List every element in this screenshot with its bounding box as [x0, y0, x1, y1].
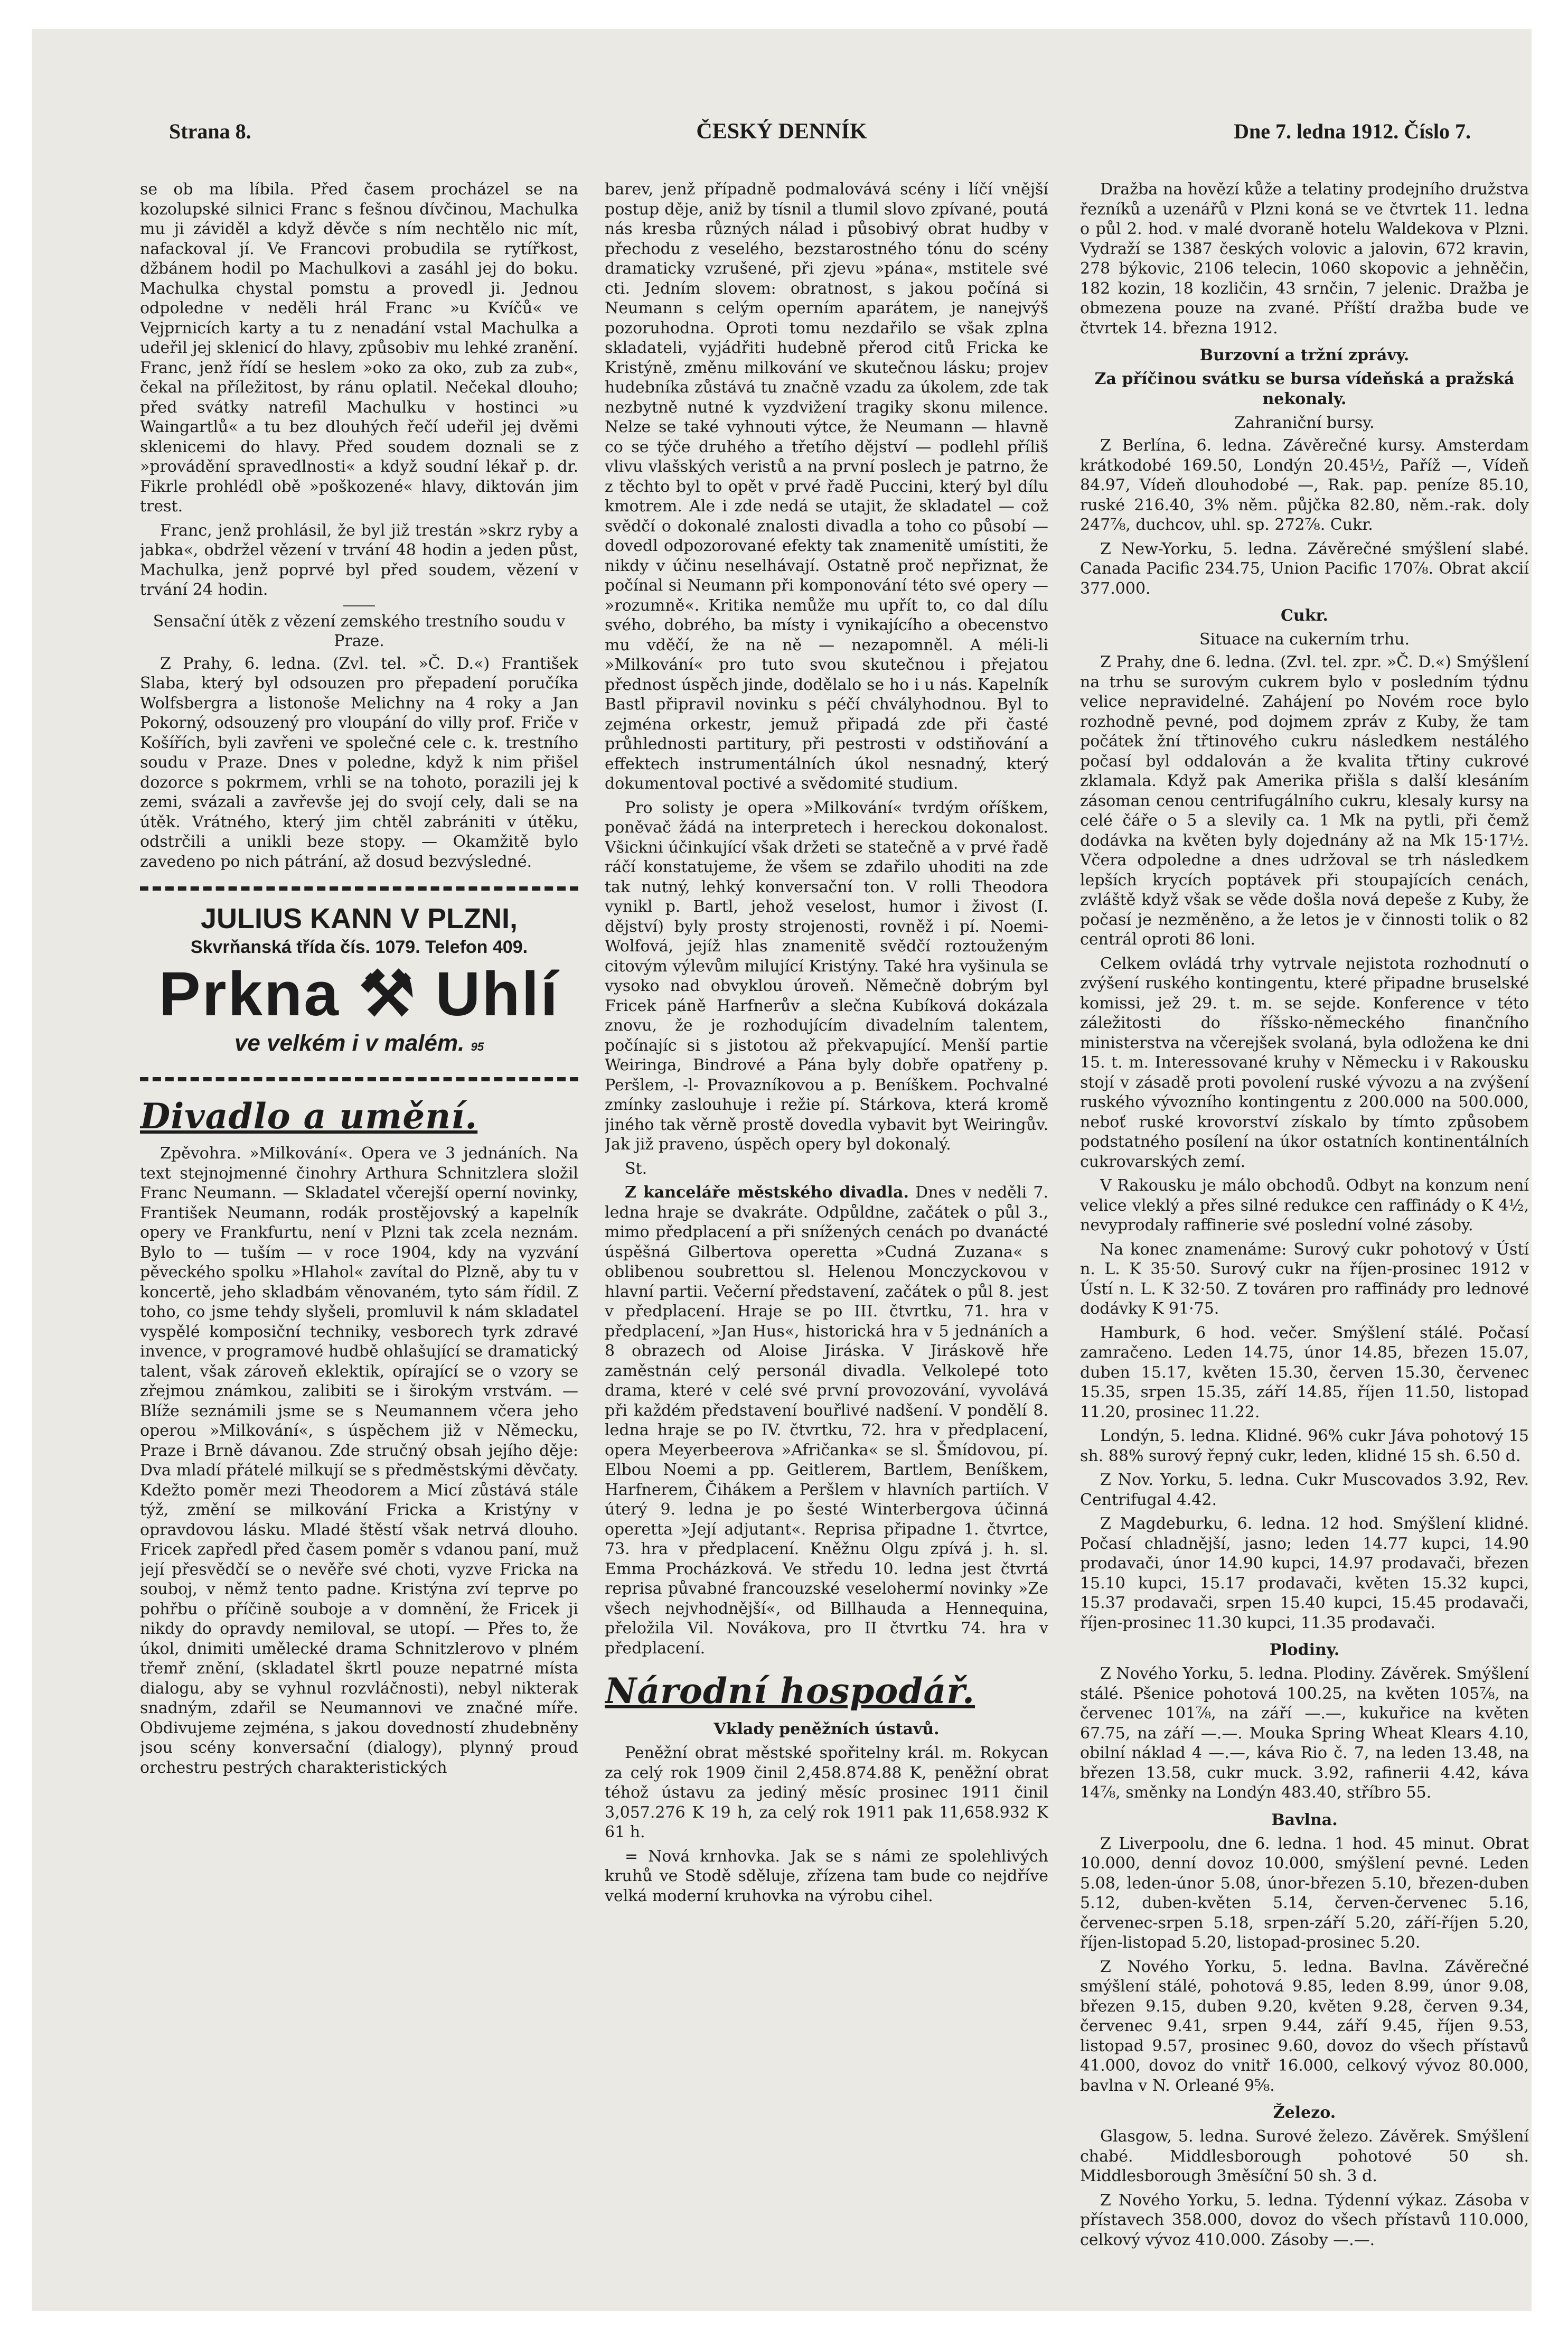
article-text: Pro solisty je opera »Milkování« tvrdým oříškem, poněvač žádá na interpretech i hereckou dokonalost. Všickni účinkující však držeti se statečně a v prvé řadě ráčí konstatujeme, že všem se zdařilo uhoditi na zde tak nutný, lehký konversační ton. V rolli Theodora vynikl p. Bartl, jehož veselost, humor i živost (I. dějství) byly prosty strojenosti, rovněž i pí. Noemi-Wolfová, jejíž hlas znamenitě svědčí roztouženým citovým výlevům milující Kristýny. Také hra vyšinula se vysoko nad obvyklou úroveň. Němečně dobrým byl Fricek páně Harfnerův a slečna Kubíková dokázala znovu, že je rozhodujícím divadelním talentem, počínajíc si s jistotou až překvapující. Menší partie Weiringa, Bindrové a Pána byly dobře opatřeny p. Peršlem, -l- Provazníkovou a p. Beníškem. Pochvalné zmínky zaslouhuje i režie pí. Stárkova, která kromě jiného tak věrně prostě dovedla vybavit byt Weiringův. Jak již praveno, úspěch opery byl dokonalý.	[605, 798, 1048, 1154]
article-heading: Z kanceláře městského divadla.	[625, 1183, 909, 1202]
divider	[343, 605, 375, 606]
article-text: Za příčinou svátku se bursa vídeňská a pražská nekonaly.	[1094, 370, 1515, 408]
article-text: Franc, jenž prohlásil, že byl již trestán »skrz ryby a jabka«, obdržel vězení v trvání 48 hodin a jeden půst, Machulka, jenž poprvé byl před soudem, vězení v trvání 24 hodin.	[140, 521, 578, 599]
article-heading: Cukr.	[1281, 606, 1328, 625]
article-text: Hamburk, 6 hod. večer. Smýšlení stálé. Počasí zamračeno. Leden 14.75, únor 14.85, březen 15.07, duben 15.17, květen 15.30, červen 15.30, červenec 15.35, srpen 15.35, září 14.85, říjen 11.50, listopad 11.20, prosinec 11.22.	[1080, 1323, 1529, 1421]
article-text: Z Liverpoolu, dne 6. ledna. 1 hod. 45 minut. Obrat 10.000, denní dovoz 10.000, smýšlení pevné. Leden 5.08, leden-únor 5.08, únor-březen 5.10, březen-duben 5.12, duben-květen 5.14, červen-červenec 5.16, červenec-srpen 5.18, srpen-září 5.20, září-říjen 5.20, říjen-listopad 5.20, listopad-prosinec 5.20.	[1080, 1834, 1529, 1952]
column-1	[140, 180, 578, 1782]
ad-address: Skvrňanská třída čís. 1079. Telefon 409.	[190, 937, 528, 957]
article-text: Dražba na hovězí kůže a telatiny prodejního družstva řezníků a uzenářů v Plzni koná se ve čtvrtek 11. ledna o půl 2. hod. v malé dvoraně hotelu Waldekova v Plzni. Vydraží se 1387 českých volovic a jalovin, 672 kravin, 278 býkovic, 2106 telecin, 1060 skopovic a jehněčin, 182 kozin, 18 kozličin, 43 srnčin, 7 jelenic. Dražba je obmezena pouze na zvané. Příští dražba bude ve čtvrtek 14. března 1912.	[1080, 180, 1529, 338]
article-heading: Burzovní a tržní zprávy.	[1199, 346, 1410, 364]
article-text: se ob ma líbila. Před časem procházel se na kozolupské silnici Franc s fešnou dívčinou, Machulka mu ji záviděl a když děvče s ním nechtělo nic mít, nafackoval jí. Ve Francovi probudila se rytířkost, džbánem hodil po Machulkovi a zasáhl jej do boku. Machulka chystal pomstu a provedl ji. Jednou odpoledne v neděli hrál Franc »u Kvíčů« ve Vejprnicích karty a tu z nenadání vstal Machulka a udeřil jej sklenicí do hlavy, způsobiv mu lehké zranění. Franc, jenž řídí se heslem »oko za oko, zub za zub«, čekal na příležitost, by ránu oplatil. Nečekal dlouho; před svátky natrefil Machulku v hostinci »u Waingartlů« a tu bez dlouhých řečí udeřil jej dvěmi sklenicemi do hlavy. Před soudem doznali se z »provádění spravedlnosti« a když soudní lékař p. dr. Fikrle prohlédl obě »poškozené« hlavy, diktován jim trest.	[140, 180, 578, 516]
article-text: Z Nového Yorku, 5. ledna. Plodiny. Závěrek. Smýšlení stálé. Pšenice pohotová 100.25, na květen 105⅞, na červenec 101⅞, na září —.—, kukuřice na květen 67.75, na září —.—. Mouka Spring Wheat Klears 4.10, obilní náklad 4 —.—, káva Rio č. 7, na leden 13.48, na březen 13.58, cukr muck. 3.92, rafinerii 4.42, káva 14⅞, směnky na Londýn 483.40, stříbro 55.	[1080, 1664, 1529, 1802]
article-text: = Nová krnhovka. Jak se s námi ze spolehlivých kruhů ve Stodě sděluje, zřízena tam bude co nejdříve velká moderní kruhovka na výrobu cihel.	[605, 1847, 1048, 1905]
article-text: Z Prahy, dne 6. ledna. (Zvl. tel. zpr. »Č. D.«) Smýšlení na trhu se surovým cukrem bylo v posledním týdnu velice nepravidelné. Zahájení po Novém roce bylo rozhodně pevné, pod dojmem zpráv z Kuby, že tam počátek žní třtinového cukru následkem nestálého počasí byl oddalován a že kvalita třtiny cukrové zklamala. Když pak Amerika přišla s další klesáním zásoman cenou centrifugálního cukru, klesaly kursy na celé čáře o 5 a slevily ca. 1 Mk na pytli, při čemž dodávka na květen byly dojednány až na Mk 15·17½. Včera odpoledne a dnes udržoval se trh následkem lepších krycích poptávek při stoupajících cenách, zvláště když však se věde došla nová depeše z Kuby, že počasí je nezměněno, a že letos je v činnosti tolik o 82 centrál oproti 86 loni.	[1080, 653, 1529, 949]
article-text: Z Nového Yorku, 5. ledna. Týdenní výkaz. Zásoba v přístavech 358.000, dovoz do všech přístavů 110.000, celkový vývoz 410.000. Zásoby —.—.	[1080, 2191, 1529, 2249]
ad-tagline: ve velkém i v malém.	[234, 1030, 465, 1056]
article-heading: Železo.	[1273, 2103, 1336, 2122]
article-text: Peněžní obrat městské spořitelny král. m. Rokycan za celý rok 1909 činil 2,458.874.88 K, peněžní obrat téhož ústavu za jediný měsíc prosinec 1911 činil 3,057.276 K 19 h, za celý rok 1911 pak 11,658.932 K 61 h.	[605, 1744, 1048, 1841]
masthead-title: ČESKÝ DENNÍK	[696, 119, 867, 144]
ad-products: Prkna ⚒ Uhlí	[158, 959, 560, 1029]
section-title-theatre: Divadlo a umění.	[140, 1096, 478, 1137]
article-heading: Vklady peněžních ústavů.	[713, 1720, 940, 1738]
article-text: Z Nového Yorku, 5. ledna. Bavlna. Závěrečné smýšlení stálé, pohotová 9.85, leden 8.99, únor 9.08, březen 9.15, duben 9.20, květen 9.28, červen 9.34, červenec 9.41, srpen 9.44, září 9.45, říjen 9.53, listopad 9.57, prosinec 9.60, dovoz do všech přístavů 41.000, dovoz do vnitř 16.000, celkový vývoz 80.000, bavlna v N. Orleané 9⅝.	[1080, 1957, 1529, 2095]
article-heading: Sensační útěk z vězení zemského trestního soudu v Praze.	[153, 612, 566, 650]
ad-company: JULIUS KANN V PLZNI,	[200, 903, 518, 934]
article-text: Dnes v neděli 7. ledna hraje se dvakráte. Odpůldne, začátek o půl 3., mimo předplacení a při snížených cenách po dvanácté úspěšná Gilbertova operetta »Cudná Zuzana« s oblibenou soubrettou sl. Helenou Monczyckovou v hlavní partii. Večerní představení, začátek o půl 8. jest v předplacení. Hraje se po III. čtvrtku, 71. hra v předplacení, »Jan Hus«, historická hra v 5 jednáních a 8 obrazech od Aloise Jiráska. V Jiráskově hře zaměstnán celý personál divadla. Velkolepé toto drama, které v celé své první provozování, vyvolává při každém představení bouřlivé nadšení. V pondělí 8. ledna hraje se po IV. čtvrtku, 72. hra v předplacení, opera Meyerbeerova »Afričanka« se sl. Šmídovou, pí. Elbou Noemi a pp. Geitlerem, Bartlem, Beníškem, Harfnerem, Čihákem a Peršlem v hlavních partiích. V úterý 9. ledna je po šesté Winterbergova účinná operetta »Její adjutant«. Reprisa připadne 1. čtvrtce, 73. hra v předplacení. Kněžnu Olgu zpívá j. h. sl. Emma Procházková. Ve středu 10. ledna jest čtvrtá reprisa půvabné francouzské veselohermí novinky »Ze všech nejvhodnější«, od Billhauda a Hennequina, přeložila Vil. Novákova, pro II čtvrtku 74. hra v předplacení.	[605, 1183, 1048, 1658]
page-number: Strana 8.	[169, 119, 251, 143]
ad-ref-number: 95	[471, 1040, 484, 1053]
article-heading: Zahraniční bursy.	[1234, 414, 1375, 432]
issue-date: Dne 7. ledna 1912. Číslo 7.	[1234, 119, 1471, 143]
article-text: Z Prahy, 6. ledna. (Zvl. tel. »Č. D.«) František Slaba, který byl odsouzen pro přepadení poručíka Wolfsbergra a listonoše Melichny na 4 roky a Jan Pokorný, odsouzený pro vloupání do villy prof. Friče v Košířích, byli zavřeni ve společné cele c. k. trestního soudu v Praze. Dnes v poledne, když k nim přišel dozorce s pokrmem, vrhli se na tohoto, porazili jej k zemi, svázali a zavřevše jej do svojí cely, dali se na útěk. Vrátného, který jim chtěl zabrániti v útěku, odstrčili a unikli beze stopy. — Okamžitě bylo zavedeno po nich pátrání, až dosud bezvýsledné.	[140, 654, 578, 871]
article-text: Z Nov. Yorku, 5. ledna. Cukr Muscovados 3.92, Rev. Centrifugal 4.42.	[1080, 1471, 1529, 1509]
article-text: Z New-Yorku, 5. ledna. Závěrečné smýšlení slabé. Canada Pacific 234.75, Union Pacific 170⅞. Obrat akcií 377.000.	[1080, 539, 1529, 598]
article-heading: Bavlna.	[1271, 1810, 1338, 1829]
article-text: Londýn, 5. ledna. Klidné. 96% cukr Jáva pohotový 15 sh. 88% surový řepný cukr, leden, klidné 15 sh. 6.50 d.	[1080, 1427, 1529, 1465]
article-text: V Rakousku je málo obchodů. Odbyt na konzum není velice vleklý a přes silné redukce cen raffinády o K 4½, nevyprodaly raffinerie své poslední volné zásoby.	[1080, 1176, 1529, 1235]
article-text: Glasgow, 5. ledna. Surové železo. Závěrek. Smýšlení chabé. Middlesborough pohotové 50 sh. Middlesborough 3měsíční 50 sh. 3 d.	[1080, 2127, 1529, 2185]
newspaper-page	[32, 29, 1532, 2311]
advertisement-kann	[140, 886, 578, 1081]
article-text: Z Magdeburku, 6. ledna. 12 hod. Smýšlení klidné. Počasí chladnější, jasno; leden 14.77 kupci, 14.90 prodavači, únor 14.90 kupci, 14.97 prodavači, březen 15.10 kupci, 15.17 prodavači, květen 15.32 kupci, 15.37 prodavači, srpen 15.40 kupci, 15.45 prodavači, říjen-prosinec 11.30 kupci, 11.35 prodavači.	[1080, 1514, 1529, 1632]
article-text: Na konec znamenáme: Surový cukr pohotový v Ústí n. L. K 35·50. Surový cukr na říjen-prosinec 1912 v Ústí n. L. K 32·50. Z továren pro raffinády pro lednové dodávky K 91·75.	[1080, 1240, 1529, 1318]
section-title-economy: Národní hospodář.	[605, 1670, 975, 1712]
author-signature: St.	[625, 1159, 647, 1178]
article-heading: Situace na cukerním trhu.	[1199, 630, 1410, 649]
column-2	[605, 180, 1048, 1910]
article-heading: Plodiny.	[1269, 1641, 1340, 1659]
column-3	[1080, 180, 1529, 2254]
article-text: Z Berlína, 6. ledna. Závěrečné kursy. Amsterdam krátkodobé 169.50, Londýn 20.45½, Paříž —, Vídeň 84.97, Vídeň dlouhodobé —, Rak. pap. peníze 85.10, ruské 216.40, 3% něm. půjčka 82.80, něm.-rak. doly 247⅞, duchcov, uhl. sp. 272⅞. Cukr.	[1080, 436, 1529, 534]
article-text: Zpěvohra. »Milkování«. Opera ve 3 jednáních. Na text stejnojmenné činohry Arthura Schnitzlera složil Franc Neumann. — Skladatel včerejší operní novinky, František Neumann, rodák prostějovský a kapelník opery ve Frankfurtu, není v Plzni tak zcela neznám. Bylo to — tuším — v roce 1904, kdy na vyzvání pěveckého spolku »Hlahol« zavítal do Plzně, aby tu v koncertě, jeho skladbám věnovaném, tyto sám řídil. Z toho, co jsme tehdy slyšeli, promluvil k nám skladatel vyspělé komposiční techniky, vesborech tyrk zdravé invence, v programové hudbě ohlašující se dramatický talent, však zároveň eklektik, opírající se o vzory se zřejmou známkou, zalibiti se i širokým vrstvám. — Blíže seznámili jsme se s Neumannem včera jeho operou »Milkování«, s úspěchem již v Německu, Praze i Brně dávanou. Zde stručný obsah jejího děje: Dva mladí přátelé milkují se s předměstskými děvčaty. Kdežto poměr mezi Theodorem a Micí zůstává stále týž, změní se milkování Fricka a Kristýny v opravdovou lásku. Mladé štěstí však netrvá dlouho. Fricek zapředl před časem poměr s vdanou paní, muž její přesvědčí se o nevěře své choti, vyzve Fricka na souboj, v němž tento padne. Kristýna zví teprve po pohřbu o příčině souboje a v domnění, že Fricek ji nikdy do opravdy nemiloval, se utopí. — Přes to, že úkol, dnimiti umělecké drama Schnitzlerovo v plném třemř znění, (skladatel škrtl pouze nepatrné místa dialogu, aby se vyhnul rozvláčnosti), nebyl nikterak snadným, zdařil se Neumannovi ve značné míře. Obdivujeme zejména, s jakou dovedností zhudebněny jsou scény konversační (dialogy), plynný proud orchestru pestrých charakteristických	[140, 1144, 578, 1777]
article-text: Celkem ovládá trhy vytrvale nejistota rozhodnutí o zvýšení ruského kontingentu, které připadne bruselské komissi, jež 29. t. m. se sejde. Konference v této záležitosti do říšsko-německého finančního ministerstva na včerejšek svolaná, byla odložena ke dni 15. t. m. Interessované kruhy v Německu i v Rakousku stojí v zásadě proti povolení ruské vývozu a na zvýšení ruského vývozního kontingentu z 200.000 na 500.000, neboť ruské krovorství získalo by tímto způsobem podstatného posílení na úkor ostatních kontinentálních cukrovarských zemí.	[1080, 954, 1529, 1171]
article-text: barev, jenž případně podmalovává scény i líčí vnější postup děje, aniž by tísnil a tlumil slovo zpívané, poutá nás kresba různých nálad i působivý obrat hudby v přechodu z veselého, bezstarostného tónu do scény dramaticky vzrušené, při zjevu »pána«, mstitele své cti. Jedním slovem: obratnost, s jakou počíná si Neumann s celým operním aparátem, je nanejvýš pozoruhodna. Oproti tomu nezdařilo se však zplna skladateli, vyjádřiti hudebně přerod citů Fricka ke Kristýně, změnu milkování ve skutečnou lásku; projev hudebníka zůstává tu značně vzadu za úkolem, zde tak nezbytně nutné k vyzdvižení tragiky skonu milence. Nelze se také vyhnouti výtce, že Neumann — hlavně co se týče druhého a třetího dějství — podlehl příliš vlivu vlašských veristů a na první poslech je patrno, že z těchto byl to opět v prvé řadě Puccini, který byl dílu kmotrem. Ale i zde nedá se utajit, že skladatel — což svědčí o dokonalé znalosti divadla a toho co působí — dovedl odpozorované efekty tak znamenitě umístiti, že nikdy v účinu neselhávají. Ostatně proč nepřiznat, že počínal si Neumann při komponování této své opery — »rozumně«. Kritika nemůže mu upřít to, co dal dílu svého, dobrého, ba místy i vynikajícího a obecenstvo mu vděčí, že na ně — nezapomněl. A méli-li »Milkování« pro tuto svou skutečnou i přejatou přednost úspěch jinde, dodělalo se ho i u nás. Kapelník Bastl připravil novinku s péčí chvályhodnou. Byl to zejména orkestr, jemuž připadá zde při časté průhlednosti partitury, při pestrosti v odstiňování a effektech instrumentálních úkol nesnadný, který dokumentoval poctivé a svědomité studium.	[605, 180, 1048, 793]
